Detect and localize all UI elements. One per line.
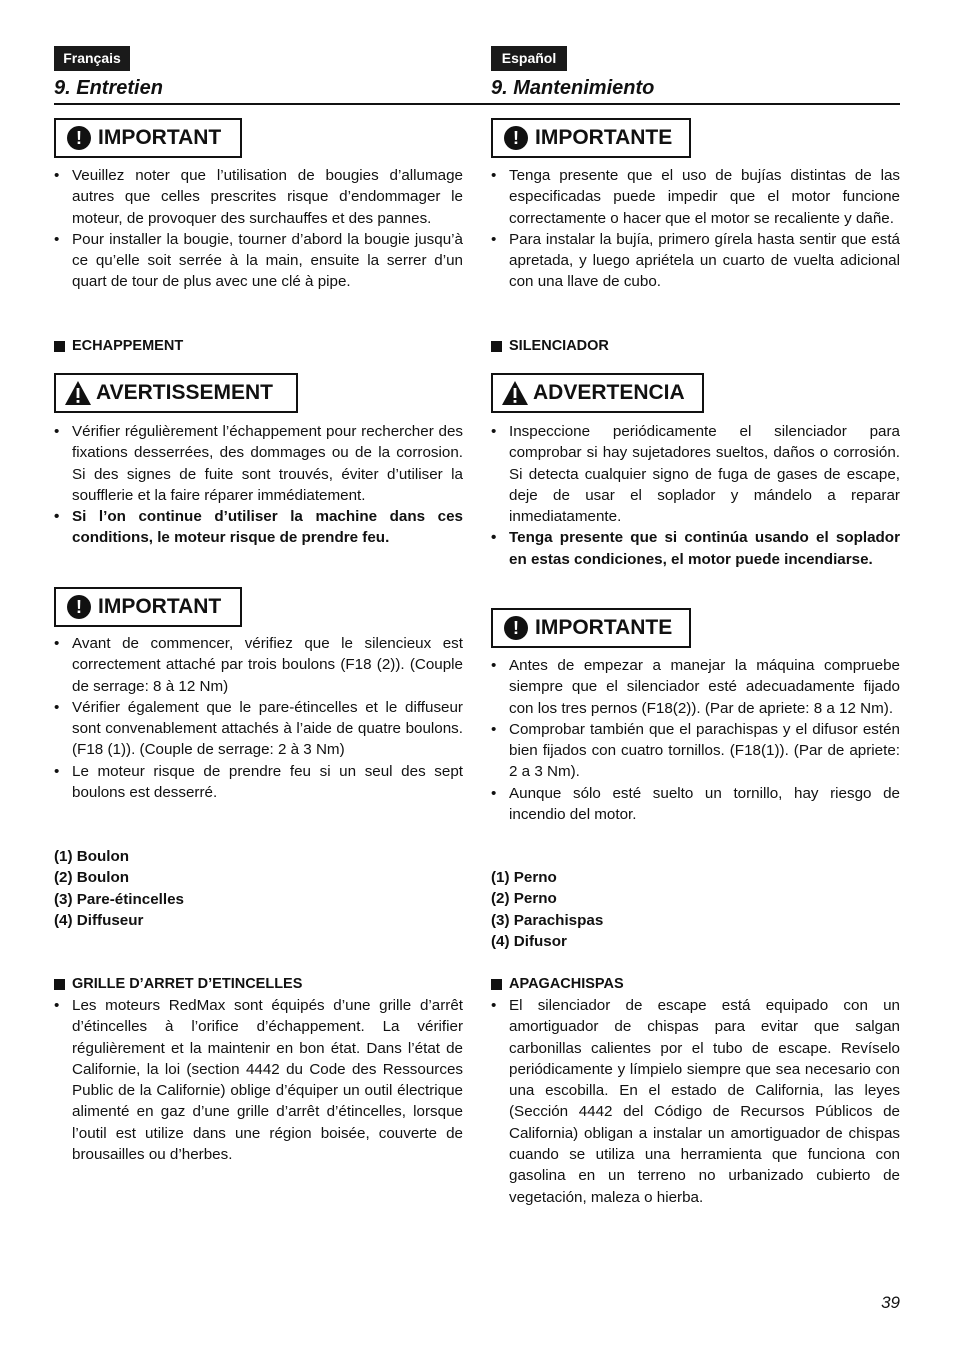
part-item: (2) Perno [491, 890, 557, 908]
important-label: IMPORTANTE [535, 126, 673, 149]
warning-badge [54, 373, 298, 413]
part-item: (1) Boulon [54, 848, 130, 865]
exclamation-icon: ! [67, 126, 91, 150]
section-title-french: 9. Entretien [54, 77, 163, 99]
section-heading-spark-arrester: APAGACHISPAS [491, 975, 624, 993]
list-item: • Comprobar también que el parachispas y el difusor estén bien fijados con cuatro tornillos. (F18(1)). (Par de apriete: 2 a 3 Nm). [491, 719, 900, 783]
warning-list [491, 421, 900, 570]
part-item: (1) Perno [491, 869, 557, 886]
important-badge [54, 118, 242, 158]
list-item: • Para instalar la bujía, primero gírela hasta sentir que está apretada, y luego apriétela un cuarto de vuelta adicional con una llave de cubo. [491, 229, 900, 293]
important-badge [491, 608, 691, 648]
spark-arrester-list [491, 995, 900, 1208]
warning-triangle-icon [64, 380, 92, 406]
important-list [54, 633, 463, 803]
important-label: IMPORTANT [98, 126, 222, 149]
important-badge [54, 587, 242, 627]
square-bullet-icon [491, 979, 502, 990]
warning-label: ADVERTENCIA [533, 381, 685, 404]
list-item: • Vérifier également que le pare-étincelles et le diffuseur sont convenablement attachés à l’aide de quatre boulons. (F18 (1)). (Couple de serrage: 2 à 3 Nm) [54, 697, 463, 761]
list-item: • Si l’on continue d’utiliser la machine dans ces conditions, le moteur risque de prendre feu. [54, 506, 463, 549]
page-number: 39 [881, 1293, 900, 1312]
square-bullet-icon [54, 341, 65, 352]
list-item: • Pour installer la bougie, tourner d’abord la bougie jusqu’à ce qu’elle soit serrée à la main, ensuite la serrer d’un quart de tour de plus avec une clé à pipe. [54, 229, 463, 293]
warning-triangle-icon [501, 380, 529, 406]
warning-list [54, 421, 463, 549]
exclamation-icon: ! [504, 616, 528, 640]
section-heading-exhaust: SILENCIADOR [491, 337, 609, 355]
spark-arrester-list [54, 995, 463, 1165]
part-item: (4) Diffuseur [54, 911, 144, 929]
section-heading-spark-arrester: GRILLE D’ARRET D’ETINCELLES [54, 975, 302, 993]
list-item: • Antes de empezar a manejar la máquina compruebe siempre que el silenciador esté adecuadamente fijado con los tres pernos (F18(2)). (Par de apriete: 8 a 12 Nm). [491, 655, 900, 719]
list-item: • Tenga presente que si continúa usando el soplador en estas condiciones, el motor puede incendiarse. [491, 527, 900, 570]
section-heading-exhaust: ECHAPPEMENT [54, 337, 183, 355]
list-item: • Les moteurs RedMax sont équipés d’une grille d’arrêt d’étincelles à l’orifice d’échappement. La vérifier régulièrement et la maintenir en bon état. Dans l’état de Californie, la loi (section 4442 du Code des Ressources Public de la Californie) oblige d’équiper un outil électrique alimenté en gaz d’une grille d’arrêt d’étincelles, lorsque l’outil est utilize dans une région boisée, couverte de brousailles ou d’herbes. [54, 995, 463, 1165]
part-item: (3) Parachispas [491, 911, 604, 929]
important-list [491, 165, 900, 293]
section-title-spanish: 9. Mantenimiento [491, 77, 655, 99]
list-item: • Tenga presente que el uso de bujías distintas de las especificadas puede impedir que el motor funcione correctamente o hacer que el motor se recaliente y dañe. [491, 165, 900, 229]
list-item: • Vérifier régulièrement l’échappement pour rechercher des fixations desserrées, des dommages ou de la corrosion. Si des signes de fuite sont trouvés, éviter d’utiliser la soufflerie et la faire réparer immédiatement. [54, 421, 463, 506]
important-label: IMPORTANTE [535, 616, 673, 639]
part-item: (2) Boulon [54, 869, 130, 887]
warning-badge [491, 373, 704, 413]
language-tag-spanish: Español [491, 46, 567, 71]
parts-list [491, 867, 603, 952]
part-item: (3) Pare-étincelles [54, 890, 184, 908]
list-item: • Inspeccione periódicamente el silenciador para comprobar si hay sujetadores sueltos, daños o corrosión. Si detecta cualquier signo de fuga de gases de escape, deje de usar el soplador y mándelo a reparar inmediatamente. [491, 421, 900, 527]
list-item: • Veuillez noter que l’utilisation de bougies d’allumage autres que celles prescrites risque d’endommager le moteur, de provoquer des surchauffes et des pannes. [54, 165, 463, 229]
parts-list [54, 846, 184, 931]
important-label: IMPORTANT [98, 595, 222, 618]
warning-label: AVERTISSEMENT [96, 381, 273, 404]
language-tag-french: Français [54, 46, 130, 71]
list-item: • El silenciador de escape está equipado con un amortiguador de chispas para evitar que salgan carbonillas calientes por el tubo de escape. Revíselo periódicamente y límpielo siempre que sea necesario con una escobilla. En el estado de California, las leyes (Sección 4442 del Código de Recursos Públicos de California) obligan a instalar un amortiguador de chispas cuando se utiliza una herramienta que funciona con gasolina en un terreno no urbanizado cubierto de vegetación, maleza o hierba. [491, 995, 900, 1208]
exclamation-icon: ! [504, 126, 528, 150]
square-bullet-icon [491, 341, 502, 352]
header-rule [54, 103, 900, 105]
square-bullet-icon [54, 979, 65, 990]
list-item: • Avant de commencer, vérifiez que le silencieux est correctement attaché par trois boulons (F18 (2)). (Couple de serrage: 8 à 12 Nm) [54, 633, 463, 697]
list-item: • Le moteur risque de prendre feu si un seul des sept boulons est desserré. [54, 761, 463, 804]
exclamation-icon: ! [67, 595, 91, 619]
important-list [491, 655, 900, 825]
important-badge [491, 118, 691, 158]
part-item: (4) Difusor [491, 932, 567, 950]
list-item: • Aunque sólo esté suelto un tornillo, hay riesgo de incendio del motor. [491, 783, 900, 826]
important-list [54, 165, 463, 293]
